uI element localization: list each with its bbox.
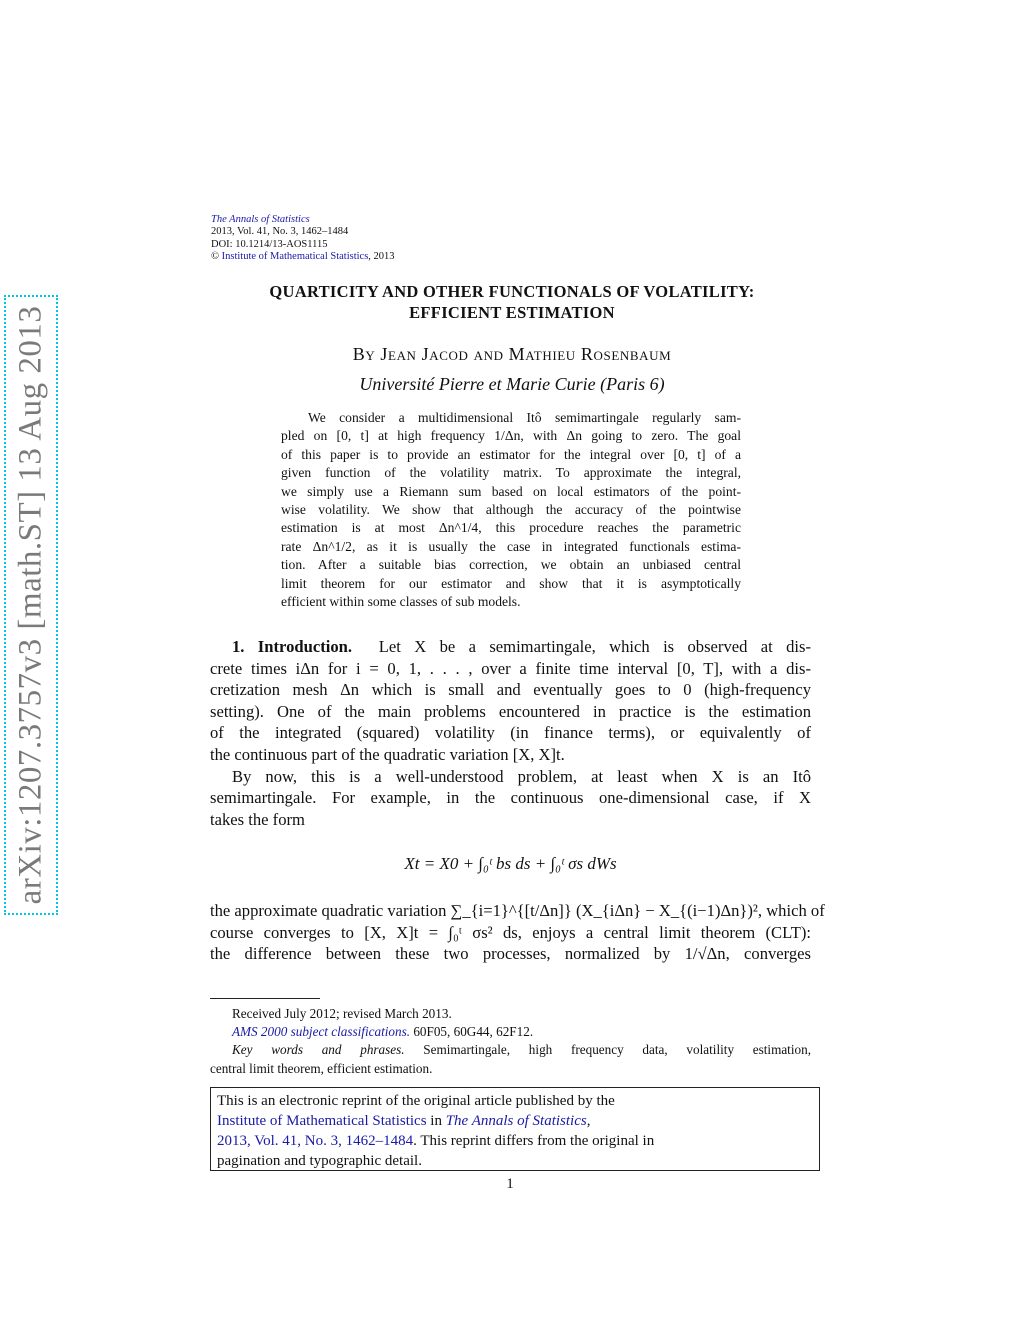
abstract-line: we simply use a Riemann sum based on local estimators of the point- [281, 483, 741, 499]
keywords-text: Semimartingale, high frequency data, volatility estimation, [404, 1042, 811, 1058]
title-line-2: EFFICIENT ESTIMATION [409, 303, 615, 322]
reprint-line: This is an electronic reprint of the original article published by the [217, 1093, 615, 1109]
footnote-rule [210, 998, 320, 999]
author-line: By Jean Jacod and Mathieu Rosenbaum [352, 344, 672, 364]
ams-classifications [210, 1023, 811, 1041]
journal-header [211, 214, 395, 263]
journal-doi: DOI: 10.1214/13-AOS1115 [211, 238, 328, 250]
footnotes [210, 1005, 811, 1078]
abstract-line: tion. After a suitable bias correction, we obtain an unbiased central [281, 557, 741, 573]
affiliation: Université Pierre et Marie Curie (Paris 6) [359, 374, 665, 394]
introduction-continued [210, 900, 825, 965]
paper-title [200, 281, 824, 323]
copyright-year: , 2013 [368, 250, 395, 262]
reprint-line: pagination and typographic detail. [217, 1153, 422, 1169]
abstract-line: pled on [0, t] at high frequency 1/Δn, with Δn going to zero. The goal [281, 428, 741, 444]
received-dates: Received July 2012; revised March 2013. [232, 1006, 452, 1021]
title-line-1: QUARTICITY AND OTHER FUNCTIONALS OF VOLATILITY: [269, 282, 755, 301]
body-line: of the integrated (squared) volatility (in finance terms), or equivalently of [210, 723, 811, 743]
abstract-line: rate Δn^1/2, as it is usually the case in integrated functionals estima- [281, 538, 741, 554]
body-line: the difference between these two processes, normalized by 1/√Δn, converges [210, 944, 811, 964]
reprint-text: . This reprint differs from the original in [413, 1133, 655, 1149]
journal-volume: 2013, Vol. 41, No. 3, 1462–1484 [211, 226, 349, 238]
reprint-institute-link[interactable]: Institute of Mathematical Statistics [217, 1113, 427, 1129]
reprint-citation-link[interactable]: 2013, Vol. 41, No. 3, 1462–1484 [217, 1133, 414, 1149]
body-line: By now, this is a well-understood problem, at least when X is an Itô [232, 766, 811, 786]
abstract [281, 409, 741, 611]
reprint-in: in [426, 1113, 446, 1129]
abstract-line: efficient within some classes of sub models. [281, 593, 521, 609]
abstract-line: We consider a multidimensional Itô semimartingale regularly sam- [308, 410, 741, 425]
arxiv-identifier[interactable]: arXiv:1207.3757v3 [math.ST] 13 Aug 2013 [12, 305, 49, 905]
body-line: crete times iΔn for i = 0, 1, . . . , over a finite time interval [0, T], with a dis- [210, 658, 811, 678]
journal-name-link[interactable]: The Annals of Statistics [211, 214, 310, 225]
ams-classifications-link[interactable]: AMS 2000 subject classifications. [232, 1024, 411, 1040]
display-equation: Xt = X0 + ∫₀ᵗ bs ds + ∫₀ᵗ σs dWs [404, 854, 617, 873]
keywords-line: central limit theorem, efficient estimation. [210, 1060, 433, 1076]
copyright-symbol: © [211, 250, 219, 262]
page-number: 1 [506, 1176, 514, 1192]
reprint-line [217, 1131, 813, 1151]
reprint-journal-link[interactable]: The Annals of Statistics [445, 1113, 587, 1129]
abstract-line: of this paper is to provide an estimator for the integral over [0, t] of a [281, 446, 741, 462]
body-line: takes the form [210, 809, 305, 829]
keywords-label: Key words and phrases. [232, 1042, 405, 1058]
introduction-section [210, 636, 811, 830]
body-line: the approximate quadratic variation ∑_{i=1}^{[t/Δn]} (X_{iΔn} − X_{(i−1)Δn})², which of [210, 901, 825, 920]
abstract-line: given function of the volatility matrix. To approximate the integral, [281, 465, 741, 481]
abstract-line: estimation is at most Δn^1/4, this procedure reaches the parametric [281, 520, 741, 536]
reprint-notice-box [210, 1087, 820, 1171]
reprint-comma: , [586, 1113, 591, 1129]
institute-link[interactable]: Institute of Mathematical Statistics [221, 250, 369, 262]
keywords-line [210, 1041, 811, 1059]
abstract-line: wise volatility. We show that although the accuracy of the pointwise [281, 501, 741, 517]
ams-codes: 60F05, 60G44, 62F12. [410, 1024, 534, 1040]
body-line: the continuous part of the quadratic variation [X, X]t. [210, 744, 565, 764]
section-heading: 1. Introduction. [232, 637, 353, 656]
body-line: semimartingale. For example, in the continuous one-dimensional case, if X [210, 788, 811, 808]
body-text: Let X be a semimartingale, which is observed at dis- [378, 637, 811, 656]
body-line: course converges to [X, X]t = ∫₀ᵗ σs² ds, enjoys a central limit theorem (CLT): [210, 922, 811, 942]
body-line [210, 636, 811, 658]
reprint-line [217, 1111, 813, 1131]
body-line: cretization mesh Δn which is small and eventually goes to 0 (high-frequency [210, 680, 811, 700]
body-line: setting). One of the main problems encountered in practice is the estimation [210, 701, 811, 721]
arxiv-side-stamp [4, 295, 58, 915]
abstract-line: limit theorem for our estimator and show that it is asymptotically [281, 575, 741, 591]
